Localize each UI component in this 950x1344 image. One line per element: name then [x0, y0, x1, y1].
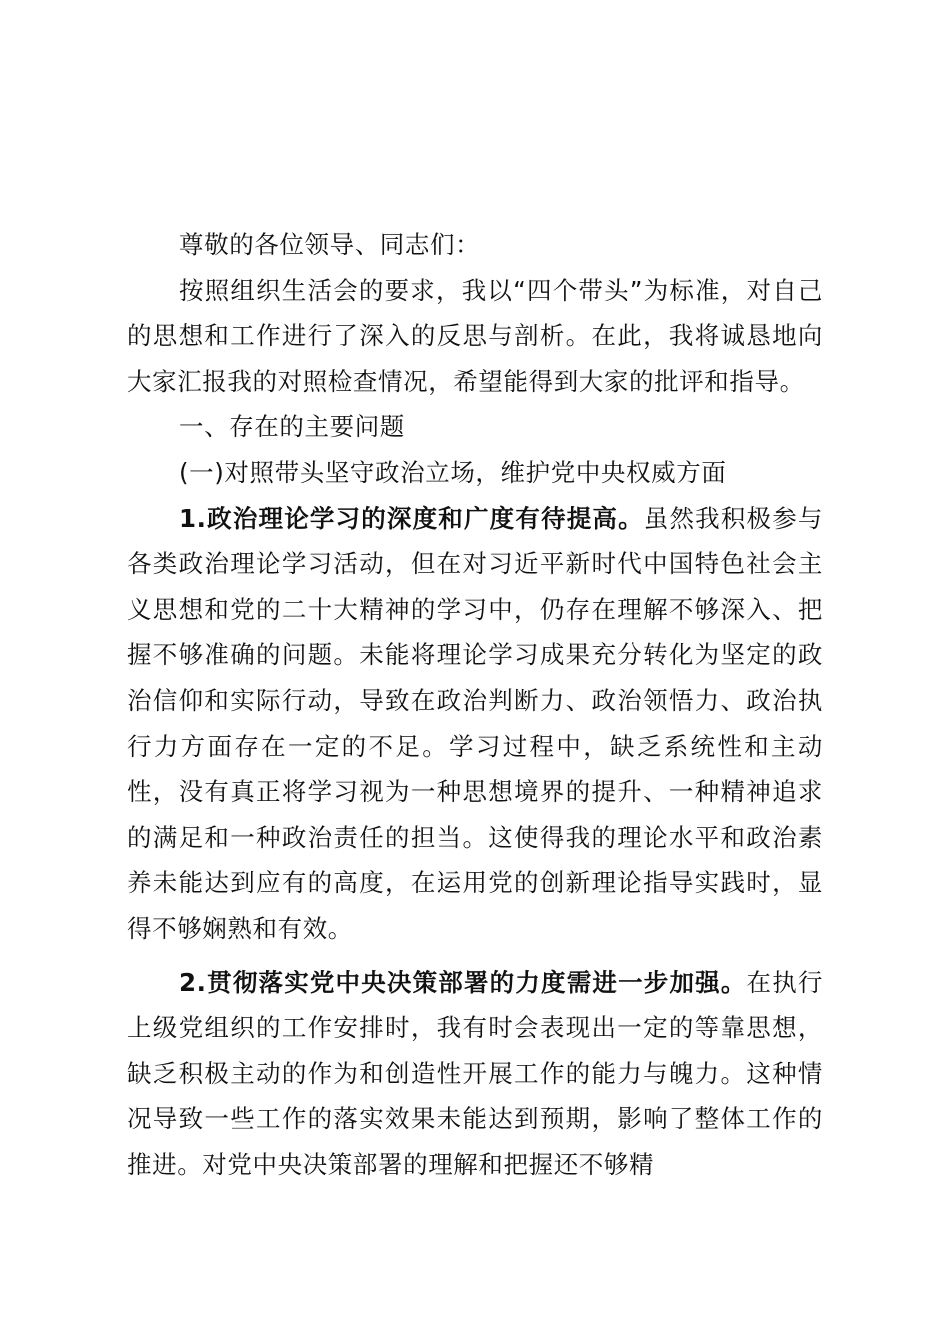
item-2-title: 2.贯彻落实党中央决策部署的力度需进一步加强。: [179, 967, 747, 997]
item-1-paragraph: [127, 496, 823, 952]
subsection-heading: [127, 450, 823, 496]
section-heading-text: 一、存在的主要问题: [179, 412, 405, 442]
intro-text: 按照组织生活会的要求，我以“四个带头”为标准，对自己的思想和工作进行了深入的反思与剖析。在此，我将诚恳地向大家汇报我的对照检查情况，希望能得到大家的批评和指导。: [127, 275, 823, 396]
salutation: [127, 222, 823, 268]
item-2-body: 在执行上级党组织的工作安排时，我有时会表现出一定的等靠思想，缺乏积极主动的作为和创造性开展工作的能力与魄力。这种情况导致一些工作的落实效果未能达到预期，影响了整体工作的推进。对党中央决策部署的理解和把握还不够精: [127, 967, 823, 1179]
section-heading: [127, 404, 823, 450]
item-2-paragraph: [127, 960, 823, 1188]
intro-paragraph: [127, 268, 823, 405]
document-body: [127, 222, 823, 1187]
subsection-heading-text: (一)对照带头坚守政治立场，维护党中央权威方面: [179, 457, 727, 487]
item-1-title: 1.政治理论学习的深度和广度有待提高。: [179, 503, 644, 533]
item-1-body: 虽然我积极参与各类政治理论学习活动，但在对习近平新时代中国特色社会主义思想和党的二十大精神的学习中，仍存在理解不够深入、把握不够准确的问题。未能将理论学习成果充分转化为坚定的政治信仰和实际行动，导致在政治判断力、政治领悟力、政治执行力方面存在一定的不足。学习过程中，缺乏系统性和主动性，没有真正将学习视为一种思想境界的提升、一种精神追求的满足和一种政治责任的担当。这使得我的理论水平和政治素养未能达到应有的高度，在运用党的创新理论指导实践时，显得不够娴熟和有效。: [127, 503, 823, 943]
salutation-text: 尊敬的各位领导、同志们：: [179, 230, 481, 259]
